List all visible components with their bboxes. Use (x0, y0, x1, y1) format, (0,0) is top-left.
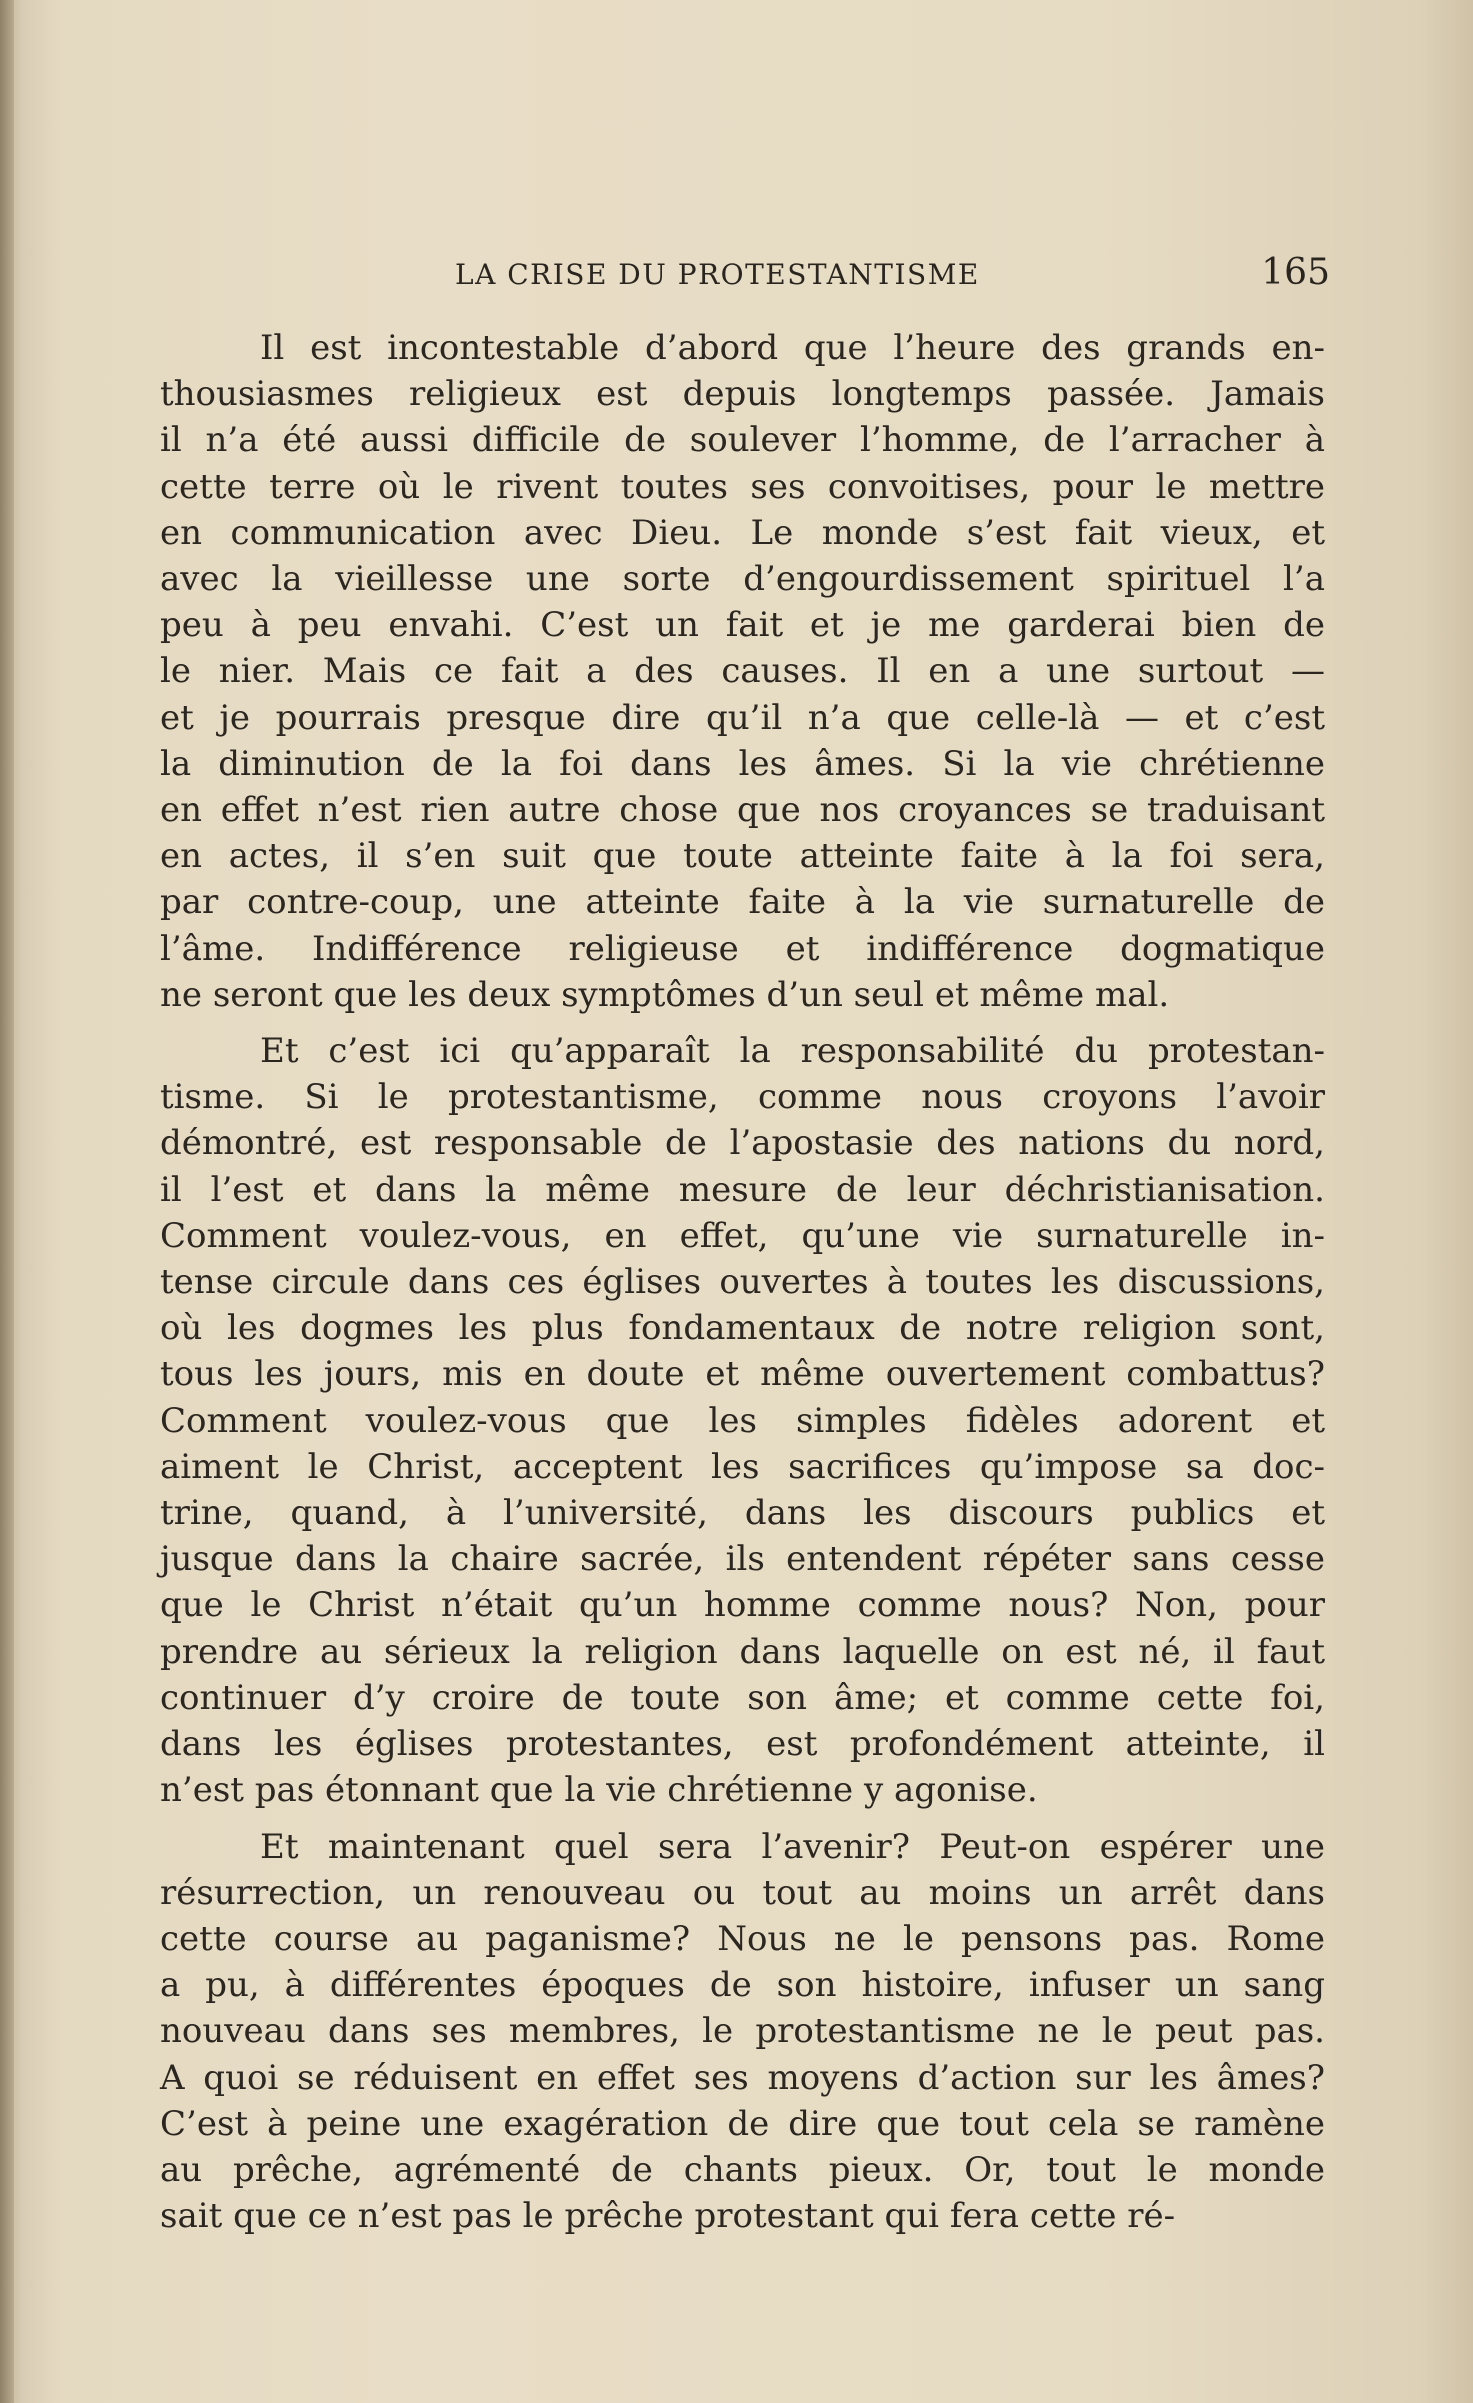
text-line: A quoi se réduisent en effet ses moyens d’action sur les âmes? (160, 2057, 1325, 2098)
text-line: nouveau dans ses membres, le protestantisme ne le peut pas. (160, 2011, 1325, 2052)
text-line: ne seront que les deux symptômes d’un seul et même mal. (160, 974, 1170, 1015)
page-header (160, 250, 1330, 300)
text-line: jusque dans la chaire sacrée, ils entendent répéter sans cesse (160, 1539, 1325, 1580)
text-line: trine, quand, à l’université, dans les discours publics et (160, 1493, 1325, 1534)
running-title: LA CRISE DU PROTESTANTISME (455, 258, 980, 291)
text-line: il n’a été aussi difficile de soulever l’homme, de l’arracher à (160, 420, 1325, 461)
text-line: et je pourrais presque dire qu’il n’a que celle-là — et c’est (160, 697, 1325, 738)
text-line: en effet n’est rien autre chose que nos croyances se traduisant (160, 790, 1325, 831)
text-line: au prêche, agrémenté de chants pieux. Or, tout le monde (160, 2149, 1325, 2190)
text-line: l’âme. Indifférence religieuse et indifférence dogmatique (160, 928, 1325, 969)
text-line: continuer d’y croire de toute son âme; et comme cette foi, (160, 1677, 1325, 1718)
text-line: par contre-coup, une atteinte faite à la vie surnaturelle de (160, 882, 1325, 923)
text-line: le nier. Mais ce fait a des causes. Il en a une surtout — (160, 651, 1325, 692)
body-text (160, 325, 1325, 2239)
text-line: a pu, à différentes époques de son histoire, infuser un sang (160, 1965, 1325, 2006)
text-line: prendre au sérieux la religion dans laquelle on est né, il faut (160, 1631, 1325, 1672)
text-line: peu à peu envahi. C’est un fait et je me garderai bien de (160, 605, 1325, 646)
text-line: Et c’est ici qu’apparaît la responsabilité du protestan- (260, 1031, 1325, 1072)
text-line: tisme. Si le protestantisme, comme nous croyons l’avoir (160, 1077, 1325, 1118)
paragraph-1 (160, 325, 1325, 1018)
text-line: la diminution de la foi dans les âmes. Si la vie chrétienne (160, 743, 1325, 784)
text-line: Comment voulez-vous que les simples fidèles adorent et (160, 1400, 1325, 1441)
page-number: 165 (1261, 252, 1330, 293)
text-line: cette course au paganisme? Nous ne le pensons pas. Rome (160, 1918, 1325, 1959)
text-line: C’est à peine une exagération de dire que tout cela se ramène (160, 2103, 1325, 2144)
paragraph-3 (160, 1824, 1325, 2240)
text-line: thousiasmes religieux est depuis longtemps passée. Jamais (160, 374, 1325, 415)
text-line: aiment le Christ, acceptent les sacrifices qu’impose sa doc- (160, 1446, 1325, 1487)
text-line: sait que ce n’est pas le prêche protestant qui fera cette ré- (160, 2196, 1176, 2237)
paragraph-2 (160, 1028, 1325, 1813)
text-line: démontré, est responsable de l’apostasie des nations du nord, (160, 1123, 1325, 1164)
text-line: Et maintenant quel sera l’avenir? Peut-on espérer une (260, 1826, 1325, 1867)
text-line: que le Christ n’était qu’un homme comme nous? Non, pour (160, 1585, 1325, 1626)
text-line: en actes, il s’en suit que toute atteinte faite à la foi sera, (160, 836, 1325, 877)
text-line: Il est incontestable d’abord que l’heure des grands en- (260, 328, 1325, 368)
text-line: avec la vieillesse une sorte d’engourdissement spirituel l’a (160, 559, 1325, 600)
text-line: en communication avec Dieu. Le monde s’est fait vieux, et (160, 512, 1325, 553)
text-line: n’est pas étonnant que la vie chrétienne y agonise. (160, 1770, 1038, 1811)
text-line: tous les jours, mis en doute et même ouvertement combattus? (160, 1354, 1325, 1395)
text-line: où les dogmes les plus fondamentaux de notre religion sont, (160, 1308, 1325, 1349)
text-line: dans les églises protestantes, est profondément atteinte, il (160, 1724, 1325, 1765)
book-gutter (0, 0, 14, 2403)
text-line: résurrection, un renouveau ou tout au moins un arrêt dans (160, 1872, 1325, 1913)
text-line: Comment voulez-vous, en effet, qu’une vie surnaturelle in- (160, 1215, 1325, 1256)
text-line: il l’est et dans la même mesure de leur déchristianisation. (160, 1169, 1325, 1210)
text-line: tense circule dans ces églises ouvertes à toutes les discussions, (160, 1262, 1325, 1303)
text-line: cette terre où le rivent toutes ses convoitises, pour le mettre (160, 466, 1325, 507)
